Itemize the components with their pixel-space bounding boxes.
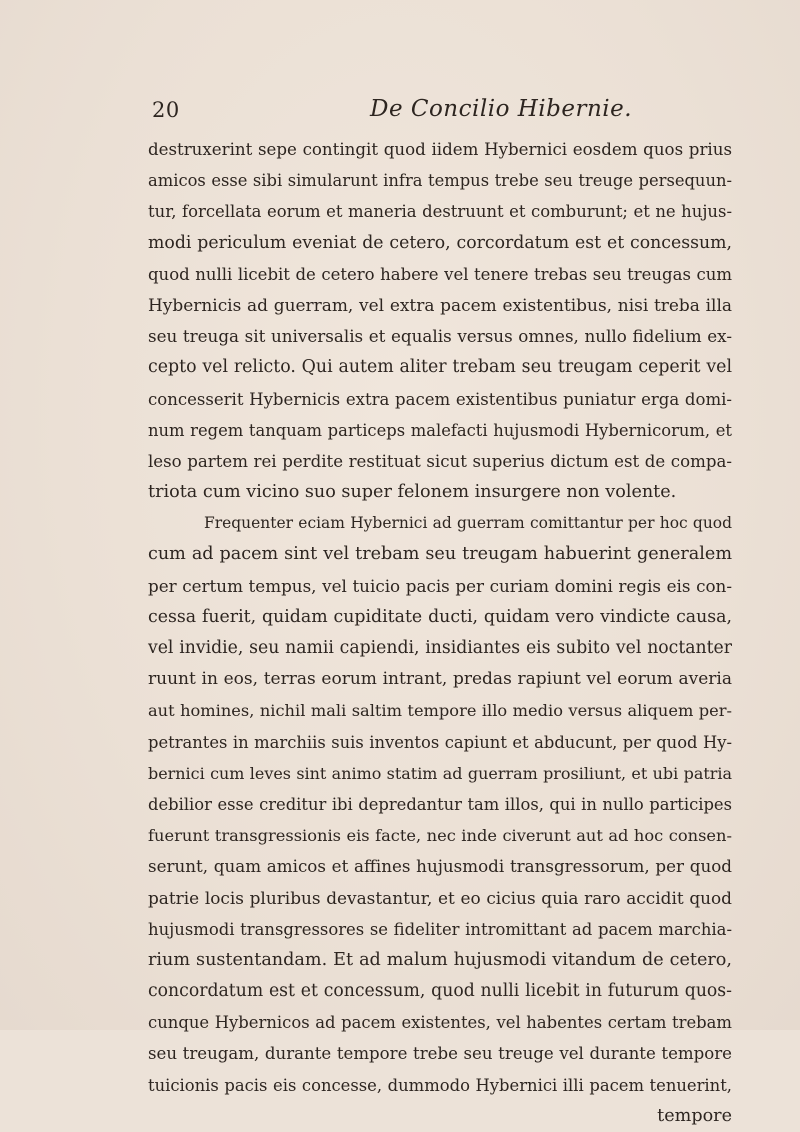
text-line: quod nulli licebit de cetero habere vel tenere trebas seu treugas cum [148, 264, 732, 284]
text-line: rium sustentandam. Et ad malum hujusmodi vitandum de cetero, [148, 949, 732, 970]
text-line: bernici cum leves sint animo statim ad guerram prosiliunt, et ubi patria [148, 763, 732, 783]
page-number: 20 [152, 98, 180, 122]
catchword: tempore [657, 1105, 732, 1126]
text-line: leso partem rei perdite restituat sicut superius dictum est de compa- [148, 451, 732, 471]
text-line: serunt, quam amicos et affines hujusmodi transgressorum, per quod [148, 856, 732, 877]
running-head [150, 96, 732, 130]
text-line: cepto vel relicto. Qui autem aliter trebam seu treugam ceperit vel [148, 357, 732, 378]
text-line: cum ad pacem sint vel trebam seu treugam habuerint generalem [148, 544, 732, 565]
text-line: modi periculum eveniat de cetero, corcordatum est et concessum, [148, 232, 732, 253]
body-text [148, 134, 732, 1132]
text-line: petrantes in marchiis suis inventos capiunt et abducunt, per quod Hy- [148, 732, 732, 752]
running-title: De Concilio Hibernie. [370, 96, 633, 122]
text-line: cunque Hybernicos ad pacem existentes, vel habentes certam trebam [148, 1013, 732, 1033]
text-line: concesserit Hybernicis extra pacem existentibus puniatur erga domi- [148, 389, 732, 409]
text-line: tur, forcellata eorum et maneria destruunt et comburunt; et ne hujus- [148, 202, 732, 222]
text-line: num regem tanquam particeps malefacti hujusmodi Hybernicorum, et [148, 420, 732, 440]
text-line: vel invidie, seu namii capiendi, insidiantes eis subito vel noctanter [148, 638, 732, 658]
text-line: seu treugam, durante tempore trebe seu treuge vel durante tempore [148, 1044, 732, 1064]
text-line: patrie locis pluribus devastantur, et eo cicius quia raro accidit quod [148, 887, 732, 908]
text-line: fuerunt transgressionis eis facte, nec inde civerunt aut ad hoc consen- [148, 826, 732, 846]
text-line: aut homines, nichil mali saltim tempore illo medio versus aliquem per- [148, 701, 732, 721]
text-line: concordatum est et concessum, quod nulli licebit in futurum quos- [148, 981, 732, 1002]
text-line: tuicionis pacis eis concesse, dummodo Hybernici illi pacem tenuerint, [148, 1075, 732, 1095]
text-line: per certum tempus, vel tuicio pacis per curiam domini regis eis con- [148, 575, 732, 596]
text-line: destruxerint sepe contingit quod iidem Hybernici eosdem quos prius [148, 140, 732, 159]
text-line: ruunt in eos, terras eorum intrant, predas rapiunt vel eorum averia [148, 669, 732, 690]
paragraph-start-line: Frequenter eciam Hybernici ad guerram comittantur per hoc quod [204, 514, 732, 533]
text-line: Hybernicis ad guerram, vel extra pacem existentibus, nisi treba illa [148, 294, 732, 315]
text-line: hujusmodi transgressores se fideliter intromittant ad pacem marchia- [148, 919, 732, 939]
paragraph-end-line: triota cum vicino suo super felonem insurgere non volente. [148, 482, 677, 503]
text-line: amicos esse sibi simularunt infra tempus trebe seu treuge persequun- [148, 171, 732, 191]
text-line: debilior esse creditur ibi depredantur tam illos, qui in nullo participes [148, 794, 732, 814]
text-line: seu treuga sit universalis et equalis versus omnes, nullo fidelium ex- [148, 326, 732, 347]
text-line: cessa fuerit, quidam cupiditate ducti, quidam vero vindicte causa, [148, 606, 732, 627]
